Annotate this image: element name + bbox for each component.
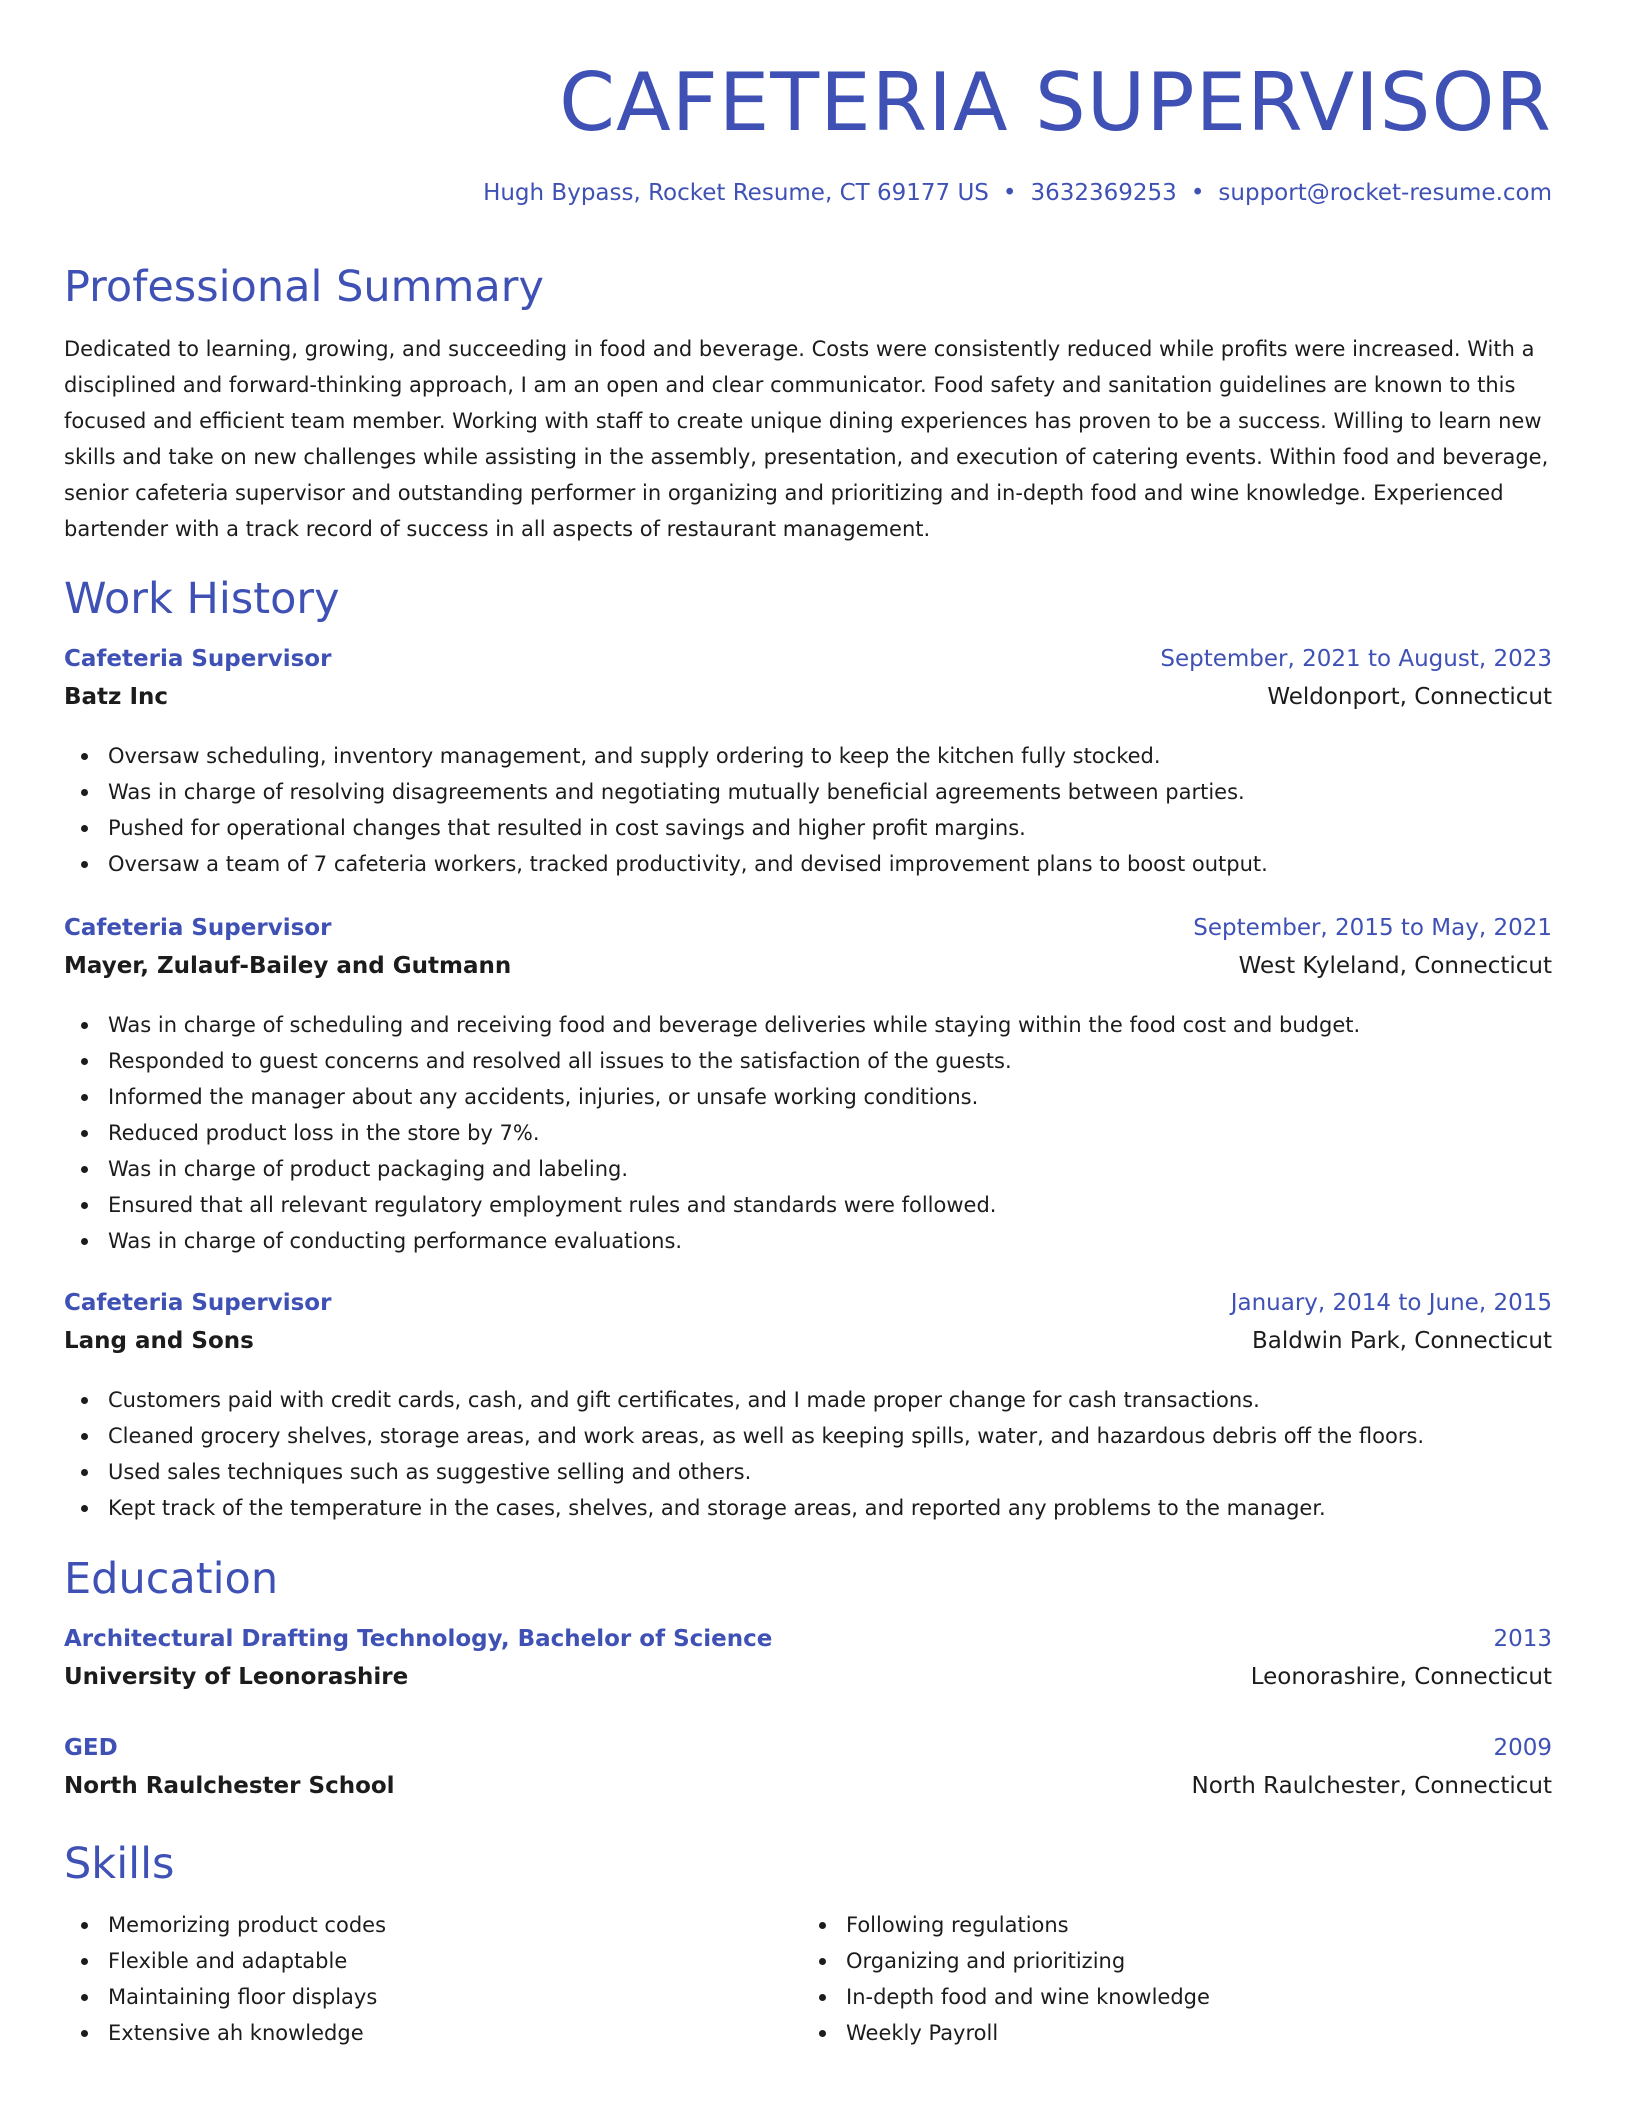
education-entry [64,1735,1552,1811]
job-dates: September, 2015 to May, 2021 [1193,915,1552,941]
skills-columns [64,1907,1552,2051]
job-dates: September, 2021 to August, 2023 [1160,646,1552,672]
job-bullets [64,1382,1552,1526]
contact-phone: 3632369253 [1030,180,1177,206]
job-bullet: Kept track of the temperature in the cases, shelves, and storage areas, and reported any problems to the manager. [64,1490,1552,1526]
job-bullet: Reduced product loss in the store by 7%. [64,1115,1552,1151]
skill-item: In-depth food and wine knowledge [802,1979,1540,2015]
job-entry [64,646,1552,882]
skill-item: Extensive ah knowledge [64,2015,802,2051]
education-school: University of Leonorashire [64,1664,409,1690]
section-title-skills: Skills [64,1839,175,1889]
contact-email: support@rocket-resume.com [1218,180,1552,206]
skill-item: Maintaining floor displays [64,1979,802,2015]
work-history-section [64,573,1552,625]
contact-separator: • [1002,180,1017,206]
education-year: 2013 [1493,1626,1552,1652]
education-location: Leonorashire, Connecticut [1250,1664,1552,1690]
section-title-work: Work History [64,574,340,624]
job-entry [64,1290,1552,1526]
resume-name: CAFETERIA SUPERVISOR [559,56,1552,149]
job-bullets [64,1007,1552,1259]
job-dates: January, 2014 to June, 2015 [1230,1290,1552,1316]
contact-line [64,178,1552,208]
job-bullet: Responded to guest concerns and resolved all issues to the satisfaction of the guests. [64,1043,1552,1079]
job-bullet: Customers paid with credit cards, cash, and gift certificates, and I made proper change for cash transactions. [64,1382,1552,1418]
job-bullet: Was in charge of conducting performance evaluations. [64,1223,1552,1259]
job-bullet: Oversaw a team of 7 cafeteria workers, tracked productivity, and devised improvement plans to boost output. [64,846,1552,882]
contact-address: Hugh Bypass, Rocket Resume, CT 69177 US [483,180,989,206]
job-location: West Kyleland, Connecticut [1238,953,1552,979]
job-bullet: Used sales techniques such as suggestive selling and others. [64,1454,1552,1490]
skills-list-left [64,1907,802,2051]
skill-item: Flexible and adaptable [64,1943,802,1979]
job-bullet: Ensured that all relevant regulatory employment rules and standards were followed. [64,1187,1552,1223]
skills-section [64,1838,1552,1890]
job-employer: Mayer, Zulauf-Bailey and Gutmann [64,953,512,979]
job-bullet: Informed the manager about any accidents, injuries, or unsafe working conditions. [64,1079,1552,1115]
job-employer: Batz Inc [64,684,169,710]
job-entry [64,915,1552,1259]
skills-list-right [802,1907,1540,2051]
job-bullet: Was in charge of resolving disagreements and negotiating mutually beneficial agreements between parties. [64,774,1552,810]
section-title-summary: Professional Summary [64,262,544,312]
skill-item: Memorizing product codes [64,1907,802,1943]
job-location: Weldonport, Connecticut [1267,684,1552,710]
job-title: Cafeteria Supervisor [64,1290,332,1316]
contact-separator: • [1190,180,1205,206]
education-degree: GED [64,1735,118,1761]
job-employer: Lang and Sons [64,1328,254,1354]
section-title-education: Education [64,1554,279,1604]
education-section [64,1553,1552,1605]
skill-item: Organizing and prioritizing [802,1943,1540,1979]
education-degree: Architectural Drafting Technology, Bachelor of Science [64,1626,773,1652]
job-bullet: Was in charge of product packaging and labeling. [64,1151,1552,1187]
job-location: Baldwin Park, Connecticut [1251,1328,1552,1354]
job-bullet: Cleaned grocery shelves, storage areas, and work areas, as well as keeping spills, water, and hazardous debris off the floors. [64,1418,1552,1454]
job-title: Cafeteria Supervisor [64,646,332,672]
job-bullet: Was in charge of scheduling and receiving food and beverage deliveries while staying within the food cost and budget. [64,1007,1552,1043]
education-year: 2009 [1493,1735,1552,1761]
job-title: Cafeteria Supervisor [64,915,332,941]
skill-item: Following regulations [802,1907,1540,1943]
education-entry [64,1626,1552,1702]
education-school: North Raulchester School [64,1773,395,1799]
resume-header [64,50,1552,156]
summary-text: Dedicated to learning, growing, and succeeding in food and beverage. Costs were consistently reduced while profits were increased. With a disciplined and forward-thinking approach, I am an open and clear communicator. Food safety and sanitation guidelines are known to this focused and efficient team member. Working with staff to create unique dining experiences has proven to be a success. Willing to learn new skills and take on new challenges while assisting in the assembly, presentation, and execution of catering events. Within food and beverage, senior cafeteria supervisor and outstanding performer in organizing and prioritizing and in-depth food and wine knowledge. Experienced bartender with a track record of success in all aspects of restaurant management. [64,337,1549,541]
summary-section [64,261,1552,313]
education-location: North Raulchester, Connecticut [1191,1773,1552,1799]
job-bullets [64,738,1552,882]
job-bullet: Oversaw scheduling, inventory management, and supply ordering to keep the kitchen fully stocked. [64,738,1552,774]
job-bullet: Pushed for operational changes that resulted in cost savings and higher profit margins. [64,810,1552,846]
skill-item: Weekly Payroll [802,2015,1540,2051]
